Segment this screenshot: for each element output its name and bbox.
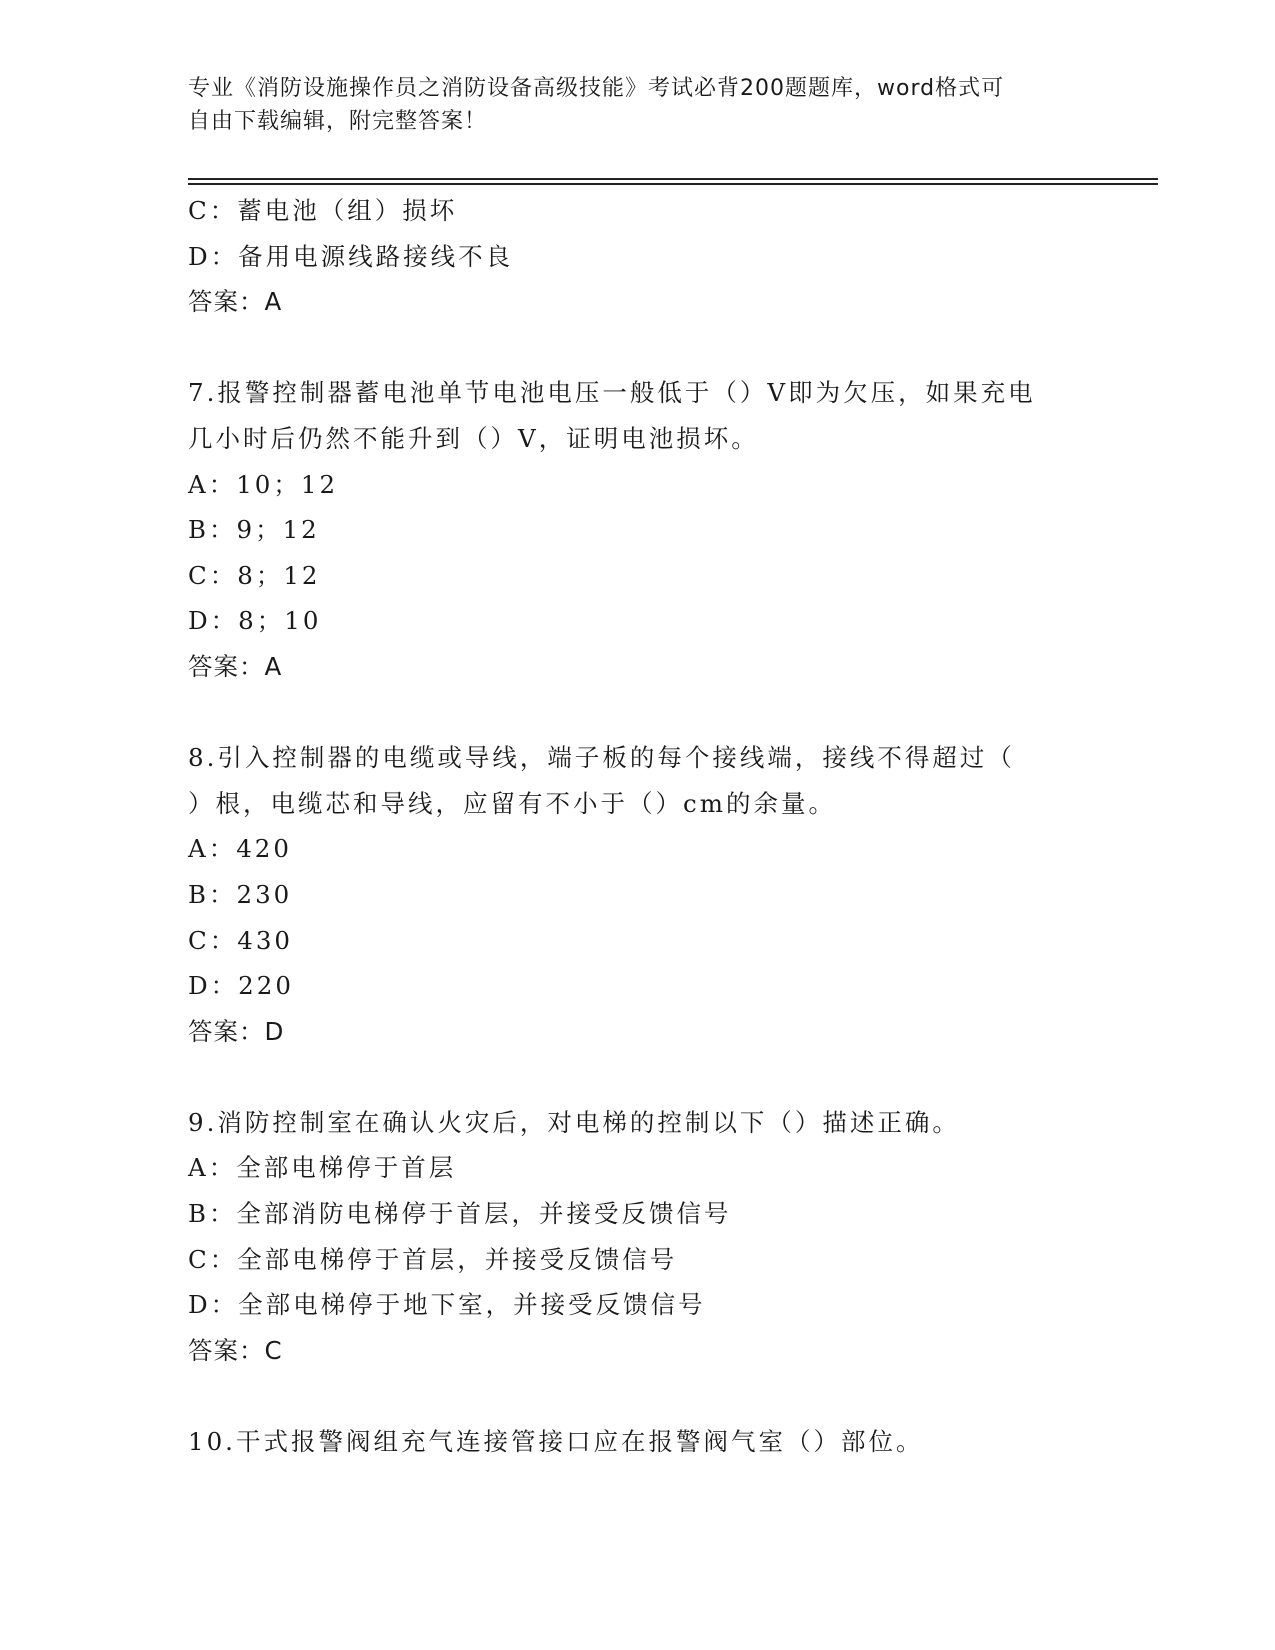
answer-line: 答案：A [188,287,283,317]
answer-line: 答案：C [188,1335,283,1365]
document-header [188,72,1088,138]
question-stem: 8.引入控制器的电缆或导线，端子板的每个接线端，接线不得超过（ [188,743,1015,773]
question-8 [188,735,1088,1054]
option-d: D：8；10 [188,606,322,636]
option-b: B：9；12 [188,515,320,545]
option-d: D：备用电源线路接线不良 [188,241,514,271]
answer-line: 答案：A [188,651,283,681]
header-line-2: 自由下载编辑，附完整答案！ [188,109,488,134]
question-stem: 7.报警控制器蓄电池单节电池电压一般低于（）V即为欠压，如果充电 [188,378,1036,408]
question-stem-continued: ）根，电缆芯和导线，应留有不小于（）cm的余量。 [188,788,836,818]
option-d: D：220 [188,971,294,1001]
option-b: B：全部消防电梯停于首层，并接受反馈信号 [188,1199,732,1229]
spacer [188,1373,1088,1419]
header-divider-bottom [188,183,1158,185]
question-10 [188,1419,1088,1465]
spacer [188,690,1088,736]
option-a: A：420 [188,834,292,864]
question-6-tail [188,188,1088,325]
question-9 [188,1100,1088,1374]
option-a: A：10；12 [188,469,339,499]
question-list [188,188,1088,1465]
question-7 [188,370,1088,689]
answer-line: 答案：D [188,1016,285,1046]
option-c: C：8；12 [188,560,321,590]
option-c: C：430 [188,925,294,955]
header-line-1: 专业《消防设施操作员之消防设备高级技能》考试必背200题题库，word格式可 [188,76,1005,101]
question-stem: 9.消防控制室在确认火灾后，对电梯的控制以下（）描述正确。 [188,1107,960,1137]
option-d: D：全部电梯停于地下室，并接受反馈信号 [188,1290,706,1320]
spacer [188,1054,1088,1100]
option-a: A：全部电梯停于首层 [188,1153,457,1183]
option-c: C：蓄电池（组）损坏 [188,196,458,225]
spacer [188,325,1088,371]
header-divider-top [188,178,1158,180]
option-c: C：全部电梯停于首层，并接受反馈信号 [188,1244,678,1274]
question-stem: 10.干式报警阀组充气连接管接口应在报警阀气室（）部位。 [188,1427,924,1457]
option-b: B：230 [188,879,293,909]
question-stem-continued: 几小时后仍然不能升到（）V，证明电池损坏。 [188,423,759,453]
